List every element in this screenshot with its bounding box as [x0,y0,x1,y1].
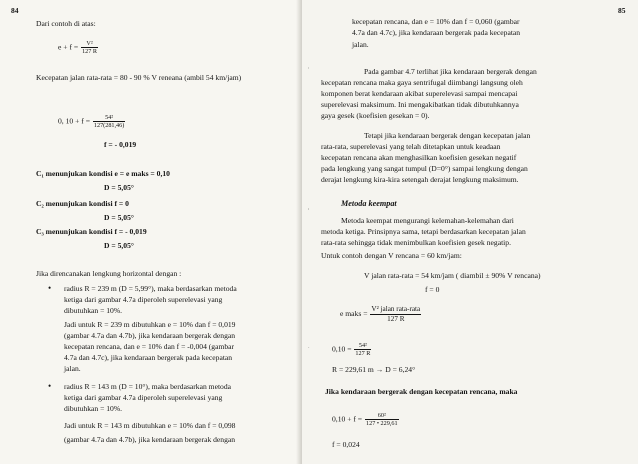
eq-f-den: 127 • 229,61 [366,420,398,427]
bullet1-line1: radius R = 239 m (D = 5,99°), maka berdasarkan metoda [64,284,237,293]
right-page [302,0,638,464]
top-line3: jalan. [352,40,369,49]
page-number-left: 84 [11,6,19,15]
eq-r-num: 54² [354,342,371,350]
para1-line2: kecepatan rencana maka gaya sentrifugal diimbangi langsung oleh [321,78,523,87]
eq2-result: f = - 0,019 [104,140,137,149]
eq-r-fraction [354,342,371,357]
para3-line3: rata-rata sehingga tidak menimbulkan koefisien gesek negatip. [321,238,511,247]
para1-line1: Pada gambar 4.7 terlihat jika kendaraan bergerak dengan [364,67,537,76]
eq-f-num: 60² [365,412,399,420]
emaks-lhs: e maks = [340,308,368,318]
para3-line1: Metoda keempat mengurangi kelemahan-kelemahan dari [341,216,514,225]
condition-c3-d: D = 5,05° [104,241,134,250]
equation-2 [58,114,126,129]
bullet-icon: • [48,283,52,293]
f-zero: f = 0 [425,285,440,294]
para1-line5: gaya gesek (koefisien gesekan = 0). [321,111,430,120]
condition-c2-d: D = 5,05° [104,213,134,222]
eq-r-lhs: 0,10 = [332,344,352,354]
emaks-fraction [370,305,421,323]
bullet1-line2: ketiga dari gambar 4.7a diperoleh superelevasi yang [64,295,223,304]
eq2-lhs: 0, 10 + f = [58,116,90,126]
top-line2: 4.7a dan 4.7c), jika kendaraan bergerak pada kecepatan [352,28,521,37]
para1-line4: superelevasi maksimum. Ini mengakibatkan tidak dibutuhkannya [321,100,519,109]
bullet1-line8: jalan. [64,364,81,373]
condition-c3: C₃ menunjukan kondisi f = - 0,019 [36,227,147,236]
eq-f-lhs: 0,10 + f = [332,414,363,424]
bullet1-line6: kecepatan rencana, dan e = 10% dan f = -0,004 (gambar [64,342,235,351]
page-number-right: 85 [618,6,626,15]
condition-c1-d: D = 5,05° [104,183,134,192]
para1-line3: komponen berat kendaraan akibat superelevasi sampai mencapai [321,89,518,98]
para2-line1: Tetapi jika kendaraan bergerak dengan kecepatan jalan [364,131,531,140]
example-line: Untuk contoh dengan V rencana = 60 km/jam: [321,251,462,260]
f-equation [332,412,400,427]
plan-intro: Jika direncanakan lengkung horizontal dengan : [36,269,182,278]
emaks-den: 127 R [387,314,405,323]
para2-line4: pada lengkung yang sangat tumpul (D=0°) sampai lengkung dengan [321,164,528,173]
bullet2-line2: ketiga dari gambar 4.7a diperoleh superelevasi yang [64,393,223,402]
bullet2-line5: (gambar 4.7a dan 4.7b), jika kendaraan bergerak dengan [64,435,236,444]
para2-line5: derajat lengkung kira-kira setengah derajat lengkung maksimum. [321,175,519,184]
v-line: V jalan rata-rata = 54 km/jam ( diambil ± 90% V rencana) [364,271,541,280]
equation-1 [58,40,99,55]
eq2-fraction [93,114,125,129]
eq1-num: V² [81,40,98,48]
bullet2-line3: dibutuhkan = 10%. [64,404,123,413]
r-equation [332,342,372,357]
speed-line: Kecepatan jalan rata-rata = 80 - 90 % V reneana (ambil 54 km/jam) [36,73,242,82]
bullet1-line5: (gambar 4.7a dan 4.7b), jika kendaraan bergerak dengan [64,331,236,340]
intro-text: Dari contoh di atas: [36,19,96,28]
section-heading: Metoda keempat [341,199,397,208]
scan-mark: · [308,346,310,351]
bullet2-line4: Jadi untuk R = 143 m dibutuhkan e = 10% dan f = 0,098 [64,421,236,430]
f-result: f = 0,024 [332,440,360,449]
r-result: R = 229,61 m → D = 6,24° [332,365,416,374]
bullet-icon: • [48,381,52,391]
bullet1-line4: Jadi untuk R = 239 m dibutuhkan e = 10% dan f = 0,019 [64,320,236,329]
top-line1: kecepatan rencana, dan e = 10% dan f = 0,060 (gambar [352,17,520,26]
scan-mark: ' [308,68,309,73]
eq-f-fraction [365,412,399,427]
condition-c2: C₂ menunjukan kondisi f = 0 [36,199,129,208]
bullet2-line1: radius R = 143 m (D = 10°), maka berdasarkan metoda [64,382,232,391]
emaks-equation [340,305,422,323]
eq1-lhs: e + f = [58,42,79,52]
eq2-num: 54² [93,114,125,122]
bullet1-line7: 4.7a dan 4.7c), jika kendaraan bergerak pada kecepatan [64,353,233,362]
para2-line2: rata-rata, superelevasi yang telah ditetapkan untuk keadaan [321,142,501,151]
emaks-num: V² jalan rata-rata [371,305,421,313]
eq1-fraction [81,40,98,55]
bullet1-line3: dibutuhkan = 10%. [64,306,123,315]
para2-line3: kecepatan rencana akan menghasilkan koefisien gesekan negatif [321,153,517,162]
eq2-den: 127(281,46) [93,122,125,129]
design-line: Jika kendaraan bergerak dengan kecepatan rencana, maka [325,387,518,396]
eq-r-den: 127 R [355,350,371,357]
left-page [0,0,302,464]
scan-mark: , [308,206,310,211]
condition-c1: C₁ menunjukan kondisi e = e maks = 0,10 [36,169,170,178]
para3-line2: metoda ketiga. Prinsipnya sama, tetapi berdasarkan kecepatan jalan [321,227,526,236]
eq1-den: 127 R [82,48,98,55]
